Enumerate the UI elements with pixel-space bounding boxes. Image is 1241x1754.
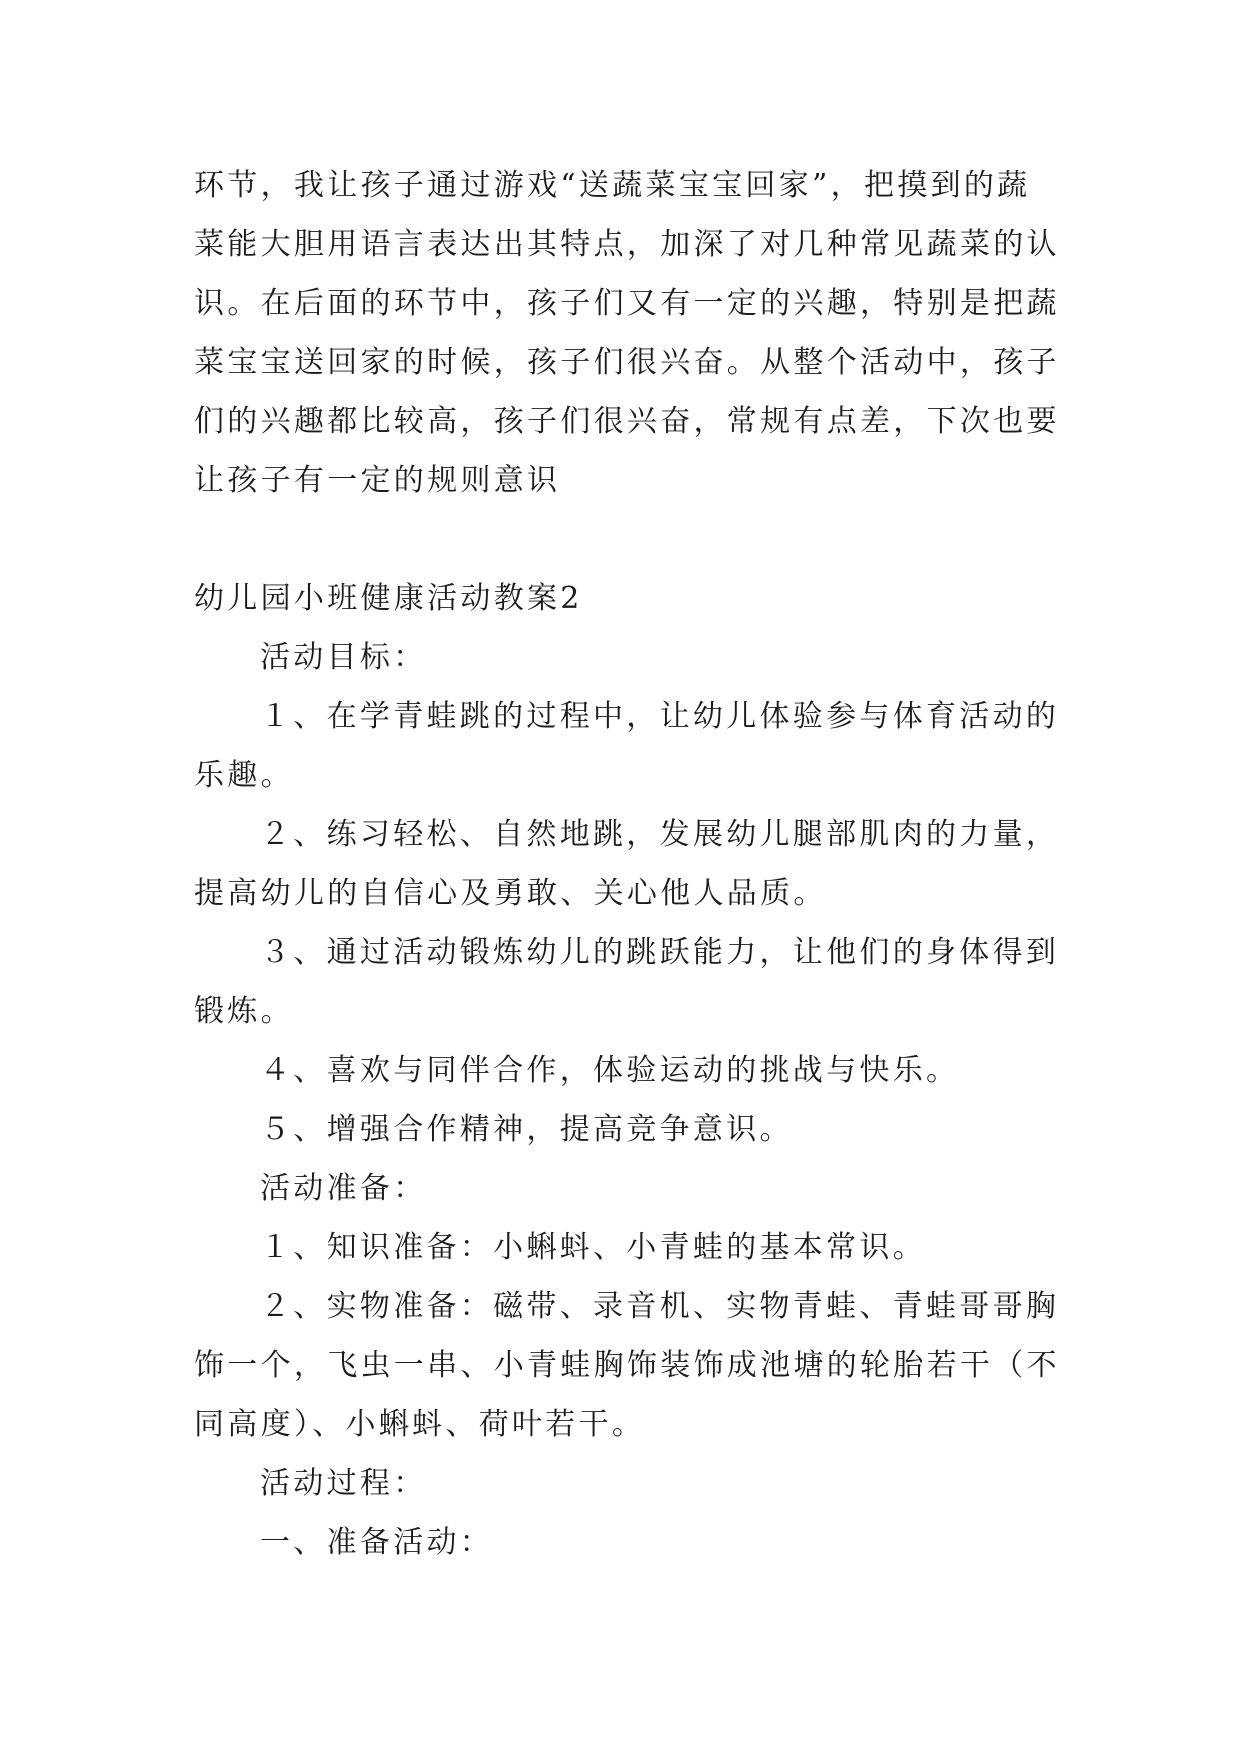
goal-item	[194, 1100, 1094, 1159]
paragraph-line: ３、通过活动锻炼幼儿的跳跃能力，让他们的身体得到	[260, 935, 1060, 970]
document-body	[194, 156, 1094, 1572]
paragraph-line: ４、喜欢与同伴合作，体验运动的挑战与快乐。	[260, 1053, 960, 1088]
preparation-section	[194, 1159, 1094, 1454]
document-title	[194, 569, 1094, 628]
goal-item	[194, 923, 1094, 1041]
paragraph-line: ２、实物准备：磁带、录音机、实物青蛙、青蛙哥哥胸	[260, 1289, 1060, 1324]
paragraph-line: 乐趣。	[194, 758, 294, 793]
paragraph-line: 饰一个，飞虫一串、小青蛙胸饰装饰成池塘的轮胎若干（不	[194, 1348, 1060, 1383]
goals-section	[194, 628, 1094, 1159]
process-item	[194, 1513, 1094, 1572]
paragraph-line: １、在学青蛙跳的过程中，让幼儿体验参与体育活动的	[260, 699, 1060, 734]
paragraph-line: 提高幼儿的自信心及勇敢、关心他人品质。	[194, 876, 827, 911]
paragraph-line: 一、准备活动：	[260, 1525, 494, 1560]
goal-item	[194, 805, 1094, 923]
section-heading-process: 活动过程：	[260, 1466, 427, 1501]
preparation-item	[194, 1218, 1094, 1277]
paragraph-line: ２、练习轻松、自然地跳，发展幼儿腿部肌肉的力量，	[260, 817, 1060, 852]
paragraph-line: 让孩子有一定的规则意识	[194, 463, 561, 498]
paragraph-line: 同高度）、小蝌蚪、荷叶若干。	[194, 1407, 646, 1442]
goal-item	[194, 687, 1094, 805]
preparation-item	[194, 1277, 1094, 1454]
section-heading-goals: 活动目标：	[260, 640, 427, 675]
process-section	[194, 1454, 1094, 1572]
goal-item	[194, 1041, 1094, 1100]
paragraph-line: １、知识准备：小蝌蚪、小青蛙的基本常识。	[260, 1230, 926, 1265]
intro-paragraph	[194, 156, 1094, 510]
paragraph-line: 锻炼。	[194, 994, 294, 1029]
title-text: 幼儿园小班健康活动教案2	[194, 581, 583, 616]
paragraph-line: 识。在后面的环节中，孩子们又有一定的兴趣，特别是把蔬	[194, 286, 1060, 321]
paragraph-line: ５、增强合作精神，提高竞争意识。	[260, 1112, 793, 1147]
paragraph-line: 环节，我让孩子通过游戏“送蔬菜宝宝回家”，把摸到的蔬	[194, 168, 1031, 203]
paragraph-line: 菜宝宝送回家的时候，孩子们很兴奋。从整个活动中，孩子	[194, 345, 1060, 380]
section-heading-preparation: 活动准备：	[260, 1171, 427, 1206]
paragraph-line: 们的兴趣都比较高，孩子们很兴奋，常规有点差，下次也要	[194, 404, 1060, 439]
paragraph-line: 菜能大胆用语言表达出其特点，加深了对几种常见蔬菜的认	[194, 227, 1060, 262]
